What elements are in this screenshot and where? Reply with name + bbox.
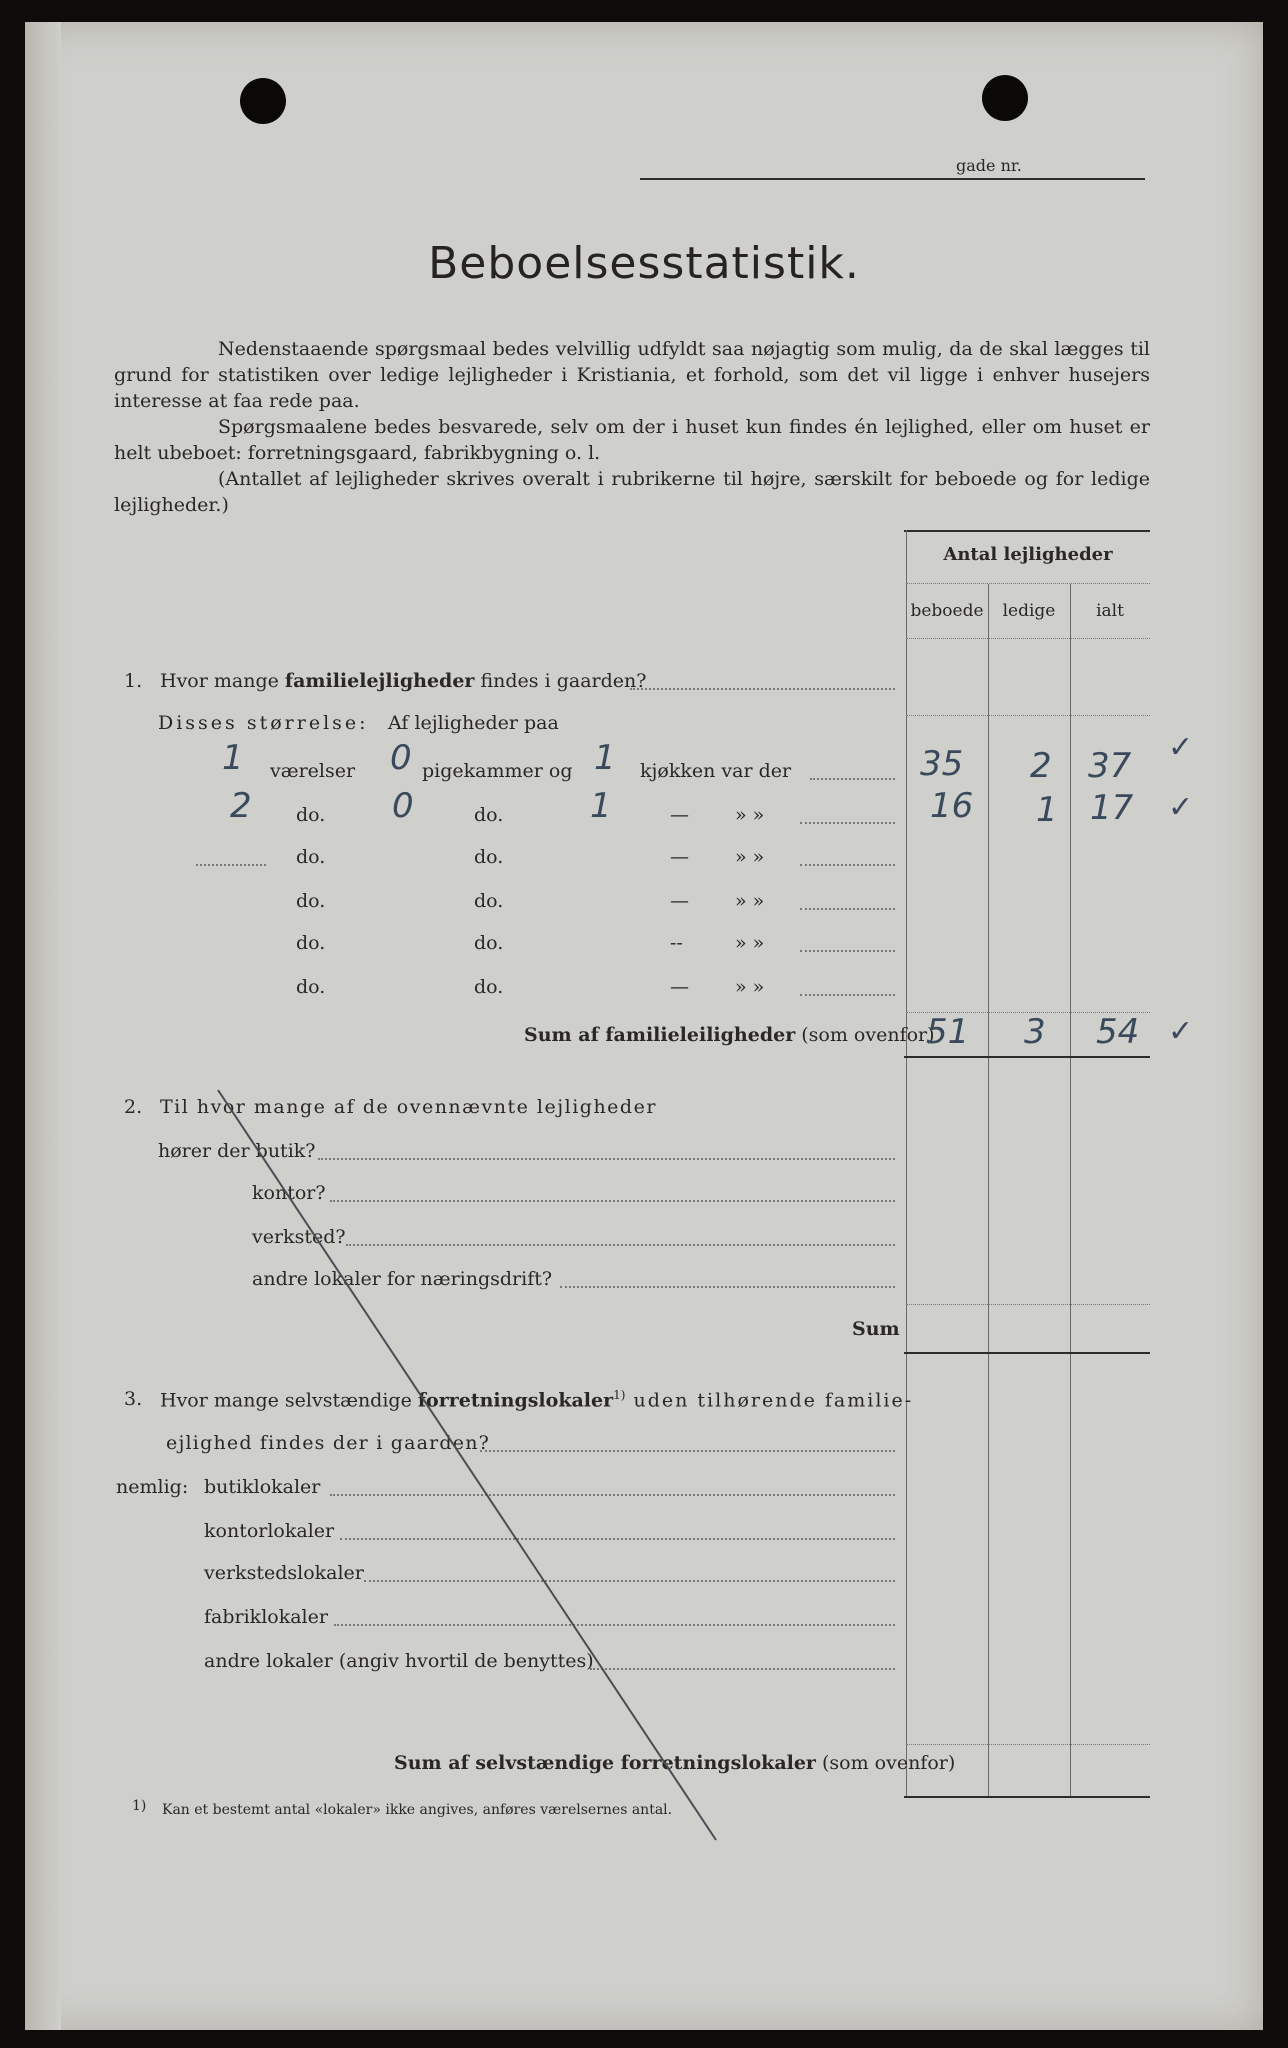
q2-number: 2. [124, 1096, 143, 1118]
intro-paragraph-1: Nedenstaaende spørgsmaal bedes velvillig udfyldt saa nøjagtig som mulig, da de skal lægges til grund for statistiken over ledige lejligheder i Kristiania, et forhold, som det vil ligge i enhver husejers interesse at faa rede paa. [114, 338, 1150, 412]
empty-row-dash: -- [670, 932, 683, 954]
q2-question: Til hvor mange af de ovennævnte lejligheder [160, 1096, 657, 1118]
q2-item-kontor: kontor? [252, 1182, 326, 1204]
q2-item-verksted: verksted? [252, 1226, 346, 1248]
hw-sum-check: ✓ [1168, 1014, 1194, 1049]
row2-dash: — [670, 804, 689, 826]
empty-row-do1: do. [296, 932, 326, 954]
q2-item-butik: hører der butik? [158, 1140, 316, 1162]
q3-number: 3. [124, 1388, 143, 1410]
gade-label: gade nr. [956, 156, 1022, 175]
q1-question: Hvor mange familielejligheder findes i gaarden? [160, 670, 647, 692]
q3-item-verksted: verkstedslokaler [204, 1562, 364, 1584]
q3-item-fabrik: fabriklokaler [204, 1606, 328, 1628]
row1-kjokken-label: kjøkken var der [640, 760, 792, 782]
empty-row-do2: do. [474, 932, 504, 954]
empty-row-dash: — [670, 976, 689, 998]
hw-sum-ledige: 3 [1024, 1012, 1046, 1052]
empty-row-dash: — [670, 890, 689, 912]
q1-sum-label: Sum af familieleiligheder (som ovenfor) [524, 1024, 935, 1046]
hw-row1-beboede: 35 [920, 744, 964, 784]
empty-row-do1: do. [296, 976, 326, 998]
row2-do2: do. [474, 804, 504, 826]
hw-row2-ledige: 1 [1036, 790, 1058, 830]
hw-row2-kjokken: 1 [590, 786, 612, 826]
empty-row-do2: do. [474, 890, 504, 912]
empty-row-do1: do. [296, 846, 326, 868]
hw-row2-pigekammer: 0 [392, 786, 414, 826]
col-header-beboede: beboede [910, 601, 984, 621]
intro-paragraph-2: Spørgsmaalene bedes besvarede, selv om der i huset kun findes én lejlighed, eller om huset er helt ubeboet: forretningsgaard, fabrikbygning o. l. [114, 416, 1150, 464]
q1-number: 1. [124, 670, 143, 692]
q3-sum-label: Sum af selvstændige forretningslokaler (som ovenfor) [394, 1752, 956, 1774]
q3-item-kontor: kontorlokaler [204, 1520, 335, 1542]
hw-row1-kjokken: 1 [594, 738, 616, 778]
empty-row-do2: do. [474, 976, 504, 998]
empty-row-quote: » » [735, 976, 765, 998]
q2-sum-label: Sum [852, 1318, 900, 1340]
footnote-text: Kan et bestemt antal «lokaler» ikke angives, anføres værelsernes antal. [162, 1802, 673, 1818]
hw-sum-beboede: 51 [926, 1012, 970, 1052]
empty-row-quote: » » [735, 890, 765, 912]
row1-pigekammer-label: pigekammer og [422, 760, 573, 782]
q3-nemlig: nemlig: [116, 1476, 189, 1498]
footnote-mark: 1) [132, 1798, 147, 1814]
hw-row1-check: ✓ [1168, 730, 1194, 765]
hw-row2-beboede: 16 [930, 786, 974, 826]
col-header-ledige: ledige [1002, 601, 1056, 621]
empty-row-dash: — [670, 846, 689, 868]
q1-size-label: Disses størrelse: [158, 712, 369, 734]
q3-question-line2: ejlighed findes der i gaarden? [166, 1432, 491, 1454]
hw-row2-vaerelser: 2 [230, 786, 252, 826]
hw-row1-ledige: 2 [1030, 746, 1052, 786]
row2-quote: » » [735, 804, 765, 826]
hw-row1-ialt: 37 [1088, 746, 1132, 786]
row2-do1: do. [296, 804, 326, 826]
hw-row1-vaerelser: 1 [222, 738, 244, 778]
q2-item-andre: andre lokaler for næringsdrift? [252, 1268, 553, 1290]
table-group-header: Antal lejligheder [943, 544, 1113, 565]
empty-row-quote: » » [735, 932, 765, 954]
col-header-ialt: ialt [1096, 601, 1124, 621]
page-title: Beboelsesstatistik. [428, 238, 860, 289]
row1-vaerelser-label: værelser [270, 760, 356, 782]
hw-row2-check: ✓ [1168, 790, 1194, 825]
empty-row-do1: do. [296, 890, 326, 912]
empty-row-do2: do. [474, 846, 504, 868]
intro-paragraph-3: (Antallet af lejligheder skrives overalt i rubrikerne til højre, særskilt for beboede og for ledige lejligheder.) [114, 468, 1150, 516]
empty-row-quote: » » [735, 846, 765, 868]
hw-row2-ialt: 17 [1090, 788, 1134, 828]
q3-item-butik: butiklokaler [204, 1476, 321, 1498]
q1-size-sub: Af lejligheder paa [388, 712, 559, 734]
hw-sum-ialt: 54 [1096, 1012, 1140, 1052]
q3-item-andre: andre lokaler (angiv hvortil de benyttes) [204, 1650, 594, 1672]
q3-question: Hvor mange selvstændige forretningslokaler$^{1)}$ uden tilhørende familie- [160, 1388, 914, 1412]
hw-row1-pigekammer: 0 [390, 738, 412, 778]
